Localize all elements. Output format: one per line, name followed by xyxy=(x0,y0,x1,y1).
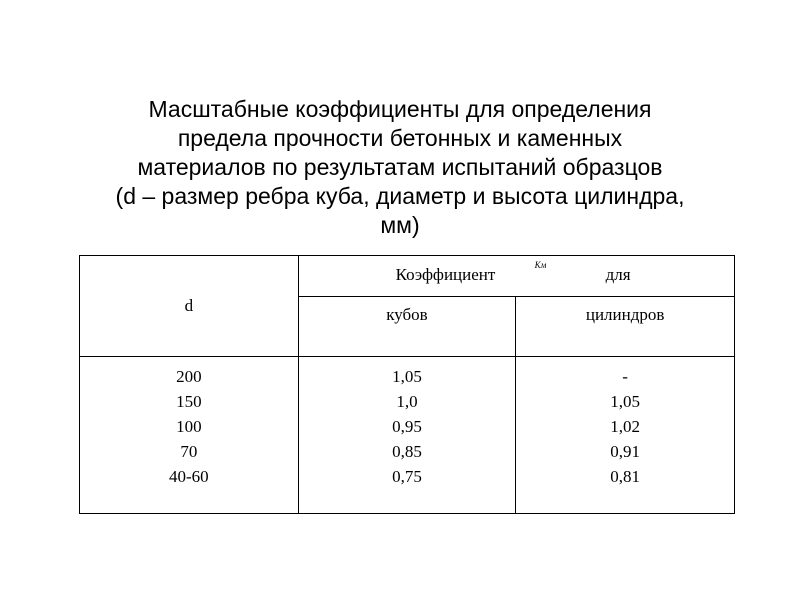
d-value: 70 xyxy=(180,442,198,461)
cubes-value: 0,95 xyxy=(392,417,422,436)
cubes-value: 1,05 xyxy=(392,367,422,386)
cylinders-value: - xyxy=(622,367,628,386)
header-d-label: d xyxy=(184,296,194,315)
table-row xyxy=(80,357,735,514)
header-d xyxy=(80,256,299,357)
coefficient-label: Коэффициент xyxy=(395,265,496,284)
table-header-row xyxy=(80,256,735,297)
d-value: 40-60 xyxy=(168,467,209,486)
title-line: мм) xyxy=(380,212,420,238)
d-value: 150 xyxy=(176,392,202,411)
cylinders-value: 1,05 xyxy=(610,392,640,411)
header-cylinders-label: цилиндров xyxy=(585,305,665,324)
title-line: предела прочности бетонных и каменных xyxy=(177,125,623,151)
d-value: 100 xyxy=(176,417,202,436)
header-cylinders xyxy=(516,297,735,357)
coefficient-symbol: Kм xyxy=(534,260,547,270)
title-line: материалов по результатам испытаний образцов xyxy=(137,154,663,180)
cubes-value: 0,75 xyxy=(392,467,422,486)
slide-title xyxy=(40,95,760,240)
cylinders-value: 0,91 xyxy=(610,442,640,461)
cubes-value: 1,0 xyxy=(396,392,418,411)
title-line: Масштабные коэффициенты для определения xyxy=(148,96,652,122)
cubes-value: 0,85 xyxy=(392,442,422,461)
header-cubes xyxy=(298,297,516,357)
d-values-cell xyxy=(80,357,299,514)
coefficients-table xyxy=(79,255,735,514)
cylinders-value: 1,02 xyxy=(610,417,640,436)
cylinders-values-cell xyxy=(516,357,735,514)
header-cubes-label: кубов xyxy=(386,305,428,324)
cylinders-value: 0,81 xyxy=(610,467,640,486)
d-value: 200 xyxy=(176,367,202,386)
title-line: (d – размер ребра куба, диаметр и высота цилиндра, xyxy=(115,183,685,209)
header-coefficient xyxy=(298,256,734,297)
cubes-values-cell xyxy=(298,357,516,514)
coefficient-suffix: для xyxy=(605,265,631,284)
